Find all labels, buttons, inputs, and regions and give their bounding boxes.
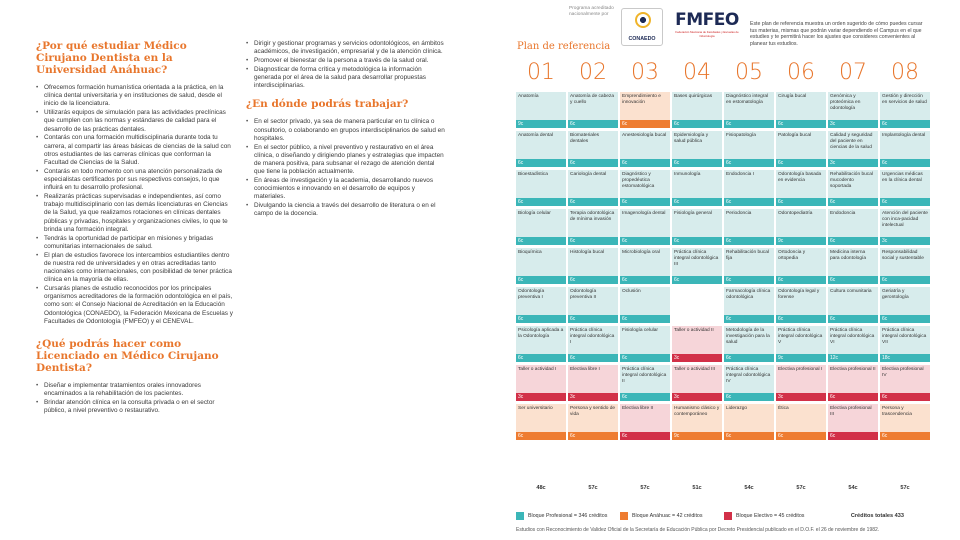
course-credits: 6c <box>568 237 618 245</box>
course-cell <box>672 92 722 128</box>
why-study-item: • Cursarás planes de estudio reconocidos por los principales organismos acreditadores de la formación odontológica en el país, como son: el Consejo Nacional de Acreditación en la Educación Odontológica (CONAEDO), la Federación Mexicana de Escuelas y Facultades de Odontología (FMFEO) y el CENEVAL. <box>36 285 236 326</box>
course-name: Práctica clínica integral odontológica IV <box>724 365 774 393</box>
course-cell <box>568 248 618 284</box>
course-credits: 6c <box>776 315 826 323</box>
course-credits: 6c <box>516 237 566 245</box>
rvoe-footnote: Estudios con Reconocimiento de Validez Oficial de la Secretaría de Educación Pública por Decreto Presidencial publicado en el D.O.F. el 26 de noviembre de 1982. <box>516 527 880 533</box>
semester-total-credits: 57c <box>640 485 650 491</box>
course-cell <box>828 92 878 128</box>
semester-number: 08 <box>891 60 919 85</box>
plan-intro-text: Este plan de referencia muestra un orden sugerido de cómo puedes cursar tus materias, mismas que podrán variar dependiendo el Campus en el que estudies y te permitirá hacer los ajustes que consideres convenientes al planear tus estudios. <box>750 21 923 47</box>
course-name: Biología celular <box>516 209 566 237</box>
course-credits: 3c <box>516 393 566 401</box>
legend-profesional <box>516 512 607 520</box>
what-can-do-item: • Diseñar e implementar tratamientos orales innovadores encaminados a la rehabilitación de los pacientes. <box>36 382 236 398</box>
course-cell <box>672 209 722 245</box>
course-cell <box>776 248 826 284</box>
why-study-item: • Contarás en todo momento con una atención personalizada de especialistas certificados por sus respectivos consejos, lo que influirá en tu desarrollo profesional. <box>36 168 236 193</box>
course-cell <box>724 248 774 284</box>
why-study-item: • El plan de estudios favorece los intercambios estudiantiles dentro de nuestra red de universidades y en otras acreditadas tanto nacionales como internacionales, con posibilidad de tener práctica clínica en la mayoría de ellas. <box>36 252 236 285</box>
course-name: Ética <box>776 404 826 432</box>
course-credits: 6c <box>880 198 930 206</box>
course-cell <box>724 209 774 245</box>
course-name: Ser universitario <box>516 404 566 432</box>
course-credits: 3c <box>672 354 722 362</box>
course-cell <box>672 404 722 440</box>
conaedo-emblem-icon <box>635 12 651 28</box>
course-name: Imagenología dental <box>620 209 670 237</box>
course-credits: 3c <box>828 159 878 167</box>
course-credits: 6c <box>568 198 618 206</box>
course-cell <box>724 92 774 128</box>
course-credits: 18c <box>880 354 930 362</box>
course-cell <box>724 365 774 401</box>
course-cell <box>880 131 930 167</box>
course-name: Genómica y proteómica en odontología <box>828 92 878 120</box>
course-cell <box>880 365 930 401</box>
course-name: Patología bucal <box>776 131 826 159</box>
semester-total-credits: 51c <box>692 485 702 491</box>
course-cell <box>568 170 618 206</box>
course-name: Responsabilidad social y sustentable <box>880 248 930 276</box>
course-credits: 6c <box>516 159 566 167</box>
course-credits: 6c <box>620 354 670 362</box>
course-name: Diagnóstico integral en estomatología <box>724 92 774 120</box>
course-credits: 6c <box>724 198 774 206</box>
conaedo-logo <box>621 8 663 46</box>
course-name: Práctica clínica integral odontológica III <box>672 248 722 276</box>
why-study-item: • Tendrás la oportunidad de participar en misiones y brigadas comunitarias internacionales de salud. <box>36 235 236 251</box>
course-name: Anatomía dental <box>516 131 566 159</box>
course-cell <box>620 131 670 167</box>
course-cell <box>568 326 618 362</box>
orange-swatch <box>620 512 628 520</box>
course-cell <box>620 404 670 440</box>
course-credits: 3c <box>828 120 878 128</box>
total-credits: Créditos totales 433 <box>850 513 904 519</box>
course-name: Taller o actividad II <box>672 326 722 354</box>
course-cell <box>568 92 618 128</box>
course-name: Farmacología clínica odontológica <box>724 287 774 315</box>
course-credits: 3c <box>880 237 930 245</box>
semester-number: 07 <box>839 60 867 85</box>
course-credits: 6c <box>724 159 774 167</box>
course-credits: 6c <box>568 432 618 440</box>
plan-title: Plan de referencia <box>517 41 611 52</box>
course-credits: 6c <box>620 393 670 401</box>
course-credits: 6c <box>828 198 878 206</box>
what-can-do-item: • Diagnosticar de forma crítica y metodológica la información generada por el área de la salud para desarrollar propuestas interdisciplinarias. <box>246 66 446 91</box>
course-name: Geriatría y gerontología <box>880 287 930 315</box>
course-credits: 6c <box>568 276 618 284</box>
course-credits: 3c <box>568 393 618 401</box>
course-cell <box>828 287 878 323</box>
course-name: Terapia odontológica de mínima invasión <box>568 209 618 237</box>
course-name: Urgencias médicas en la clínica dental <box>880 170 930 198</box>
course-credits: 6c <box>516 276 566 284</box>
why-study-item: • Realizarás prácticas supervisadas e independientes, así como trabajo multidisciplinario con las demás licenciaturas en Ciencias de la Salud, ya que realizamos rotaciones en clínicas dentales públicas y privadas, hospitales y organizaciones civiles, lo que te brinda una formación integral. <box>36 193 236 234</box>
where-work-item: • En el sector privado, ya sea de manera particular en tu clínica o consultorio, o colaborando en grupos interdisciplinarios de salud en hospitales. <box>246 118 446 143</box>
course-cell <box>672 248 722 284</box>
course-credits: 6c <box>568 354 618 362</box>
course-credits: 9c <box>776 237 826 245</box>
course-name: Histología bucal <box>568 248 618 276</box>
course-name: Rehabilitación bucal mucodento soportada <box>828 170 878 198</box>
why-study-item: • Ofrecemos formación humanística orientada a la práctica, en la clínica dental universitaria y en instituciones de salud, desde el inicio de la licenciatura. <box>36 84 236 109</box>
course-cell <box>516 170 566 206</box>
why-study-list <box>36 84 236 326</box>
course-cell <box>568 131 618 167</box>
course-cell <box>516 92 566 128</box>
course-name: Gestión y dirección en servicios de salud <box>880 92 930 120</box>
course-credits: 9c <box>516 120 566 128</box>
course-name: Cirugía bucal <box>776 92 826 120</box>
course-cell <box>620 365 670 401</box>
legend-electivo-label: Bloque Electivo = 45 créditos <box>736 513 805 519</box>
course-credits: 6c <box>880 276 930 284</box>
course-name: Anatomía de cabeza y cuello <box>568 92 618 120</box>
course-cell <box>776 170 826 206</box>
course-cell <box>516 326 566 362</box>
course-credits: 6c <box>880 159 930 167</box>
course-cell <box>776 287 826 323</box>
what-can-do-item: • Dirigir y gestionar programas y servicios odontológicos, en ámbitos académicos, de investigación, empresarial y de la atención clínica. <box>246 40 446 56</box>
course-name: Fisiología general <box>672 209 722 237</box>
course-cell <box>776 92 826 128</box>
course-credits: 6c <box>568 315 618 323</box>
course-credits: 6c <box>672 237 722 245</box>
course-credits: 6c <box>724 354 774 362</box>
legend-profesional-label: Bloque Profesional = 346 créditos <box>528 513 608 519</box>
why-study-item: • Contarás con una formación multidisciplinaria durante toda tu carrera, al compartir las áreas básicas de ciencias de la salud con otros estudiantes de las carreras clínicas que conforman la Facultad de Ciencias de la Salud. <box>36 134 236 167</box>
course-cell <box>516 131 566 167</box>
semester-number: 01 <box>527 60 555 85</box>
course-cell <box>568 404 618 440</box>
course-name: Atención del paciente con inca-pacidad intelectual <box>880 209 930 237</box>
left-column <box>36 40 236 416</box>
course-cell <box>776 209 826 245</box>
course-cell <box>828 365 878 401</box>
course-name: Oclusión <box>620 287 670 315</box>
course-credits: 6c <box>620 432 670 440</box>
course-credits: 9c <box>776 354 826 362</box>
course-name: Electiva profesional III <box>828 404 878 432</box>
course-cell <box>516 365 566 401</box>
semester-number: 06 <box>787 60 815 85</box>
course-credits: 6c <box>880 315 930 323</box>
course-cell <box>516 404 566 440</box>
course-cell <box>828 404 878 440</box>
course-name: Bioquímica <box>516 248 566 276</box>
course-name: Psicología aplicada a la Odontología <box>516 326 566 354</box>
course-cell <box>880 248 930 284</box>
course-credits: 3c <box>776 393 826 401</box>
course-name: Liderazgo <box>724 404 774 432</box>
course-credits: 6c <box>672 120 722 128</box>
course-cell <box>516 248 566 284</box>
fmfeo-logo <box>671 10 743 46</box>
course-cell <box>724 326 774 362</box>
course-cell <box>724 287 774 323</box>
where-work-heading: ¿En dónde podrás trabajar? <box>246 98 409 111</box>
course-credits: 6c <box>672 198 722 206</box>
semester-number: 02 <box>579 60 607 85</box>
course-cell <box>880 287 930 323</box>
course-credits: 6c <box>620 159 670 167</box>
course-credits: 6c <box>724 432 774 440</box>
course-credits: 6c <box>620 237 670 245</box>
course-cell <box>880 404 930 440</box>
course-cell <box>620 248 670 284</box>
course-credits: 6c <box>776 120 826 128</box>
course-credits: 6c <box>724 276 774 284</box>
course-name: Endodoncia I <box>724 170 774 198</box>
course-name: Anestesiología bucal <box>620 131 670 159</box>
course-name: Electiva profesional I <box>776 365 826 393</box>
course-cell <box>620 170 670 206</box>
legend-anahuac-label: Bloque Anáhuac = 42 créditos <box>632 513 703 519</box>
semester-number: 05 <box>735 60 763 85</box>
semester-number: 03 <box>631 60 659 85</box>
course-name: Epidemiología y salud pública <box>672 131 722 159</box>
course-cell <box>568 365 618 401</box>
middle-column <box>246 40 446 219</box>
course-name: Práctica clínica integral odontológica II <box>620 365 670 393</box>
course-name: Humanismo clásico y contemporáneo <box>672 404 722 432</box>
course-name: Persona y sentido de vida <box>568 404 618 432</box>
course-name: Electiva profesional II <box>828 365 878 393</box>
course-credits: 6c <box>620 198 670 206</box>
course-name: Odontología basada en evidencia <box>776 170 826 198</box>
course-name: Práctica clínica integral odontológica V <box>776 326 826 354</box>
course-cell <box>828 170 878 206</box>
course-credits: 6c <box>828 432 878 440</box>
course-name: Práctica clínica integral odontológica VI <box>828 326 878 354</box>
course-cell <box>568 287 618 323</box>
where-work-item: • En el sector público, a nivel preventivo y restaurativo en el área clínica, o diseñando y dirigiendo planes y estrategias que impacten de manera positiva, para subsanar el rezago de atención dental que tiene la población actualmente. <box>246 144 446 177</box>
course-credits: 6c <box>776 432 826 440</box>
course-cell <box>620 92 670 128</box>
course-name: Inmunología <box>672 170 722 198</box>
course-cell <box>620 326 670 362</box>
semester-total-credits: 57c <box>900 485 910 491</box>
course-credits: 6c <box>568 159 618 167</box>
credits-legend <box>516 512 924 522</box>
course-credits: 6c <box>724 315 774 323</box>
course-cell <box>776 365 826 401</box>
course-name: Odontología preventiva II <box>568 287 618 315</box>
course-name: Periodoncia <box>724 209 774 237</box>
where-work-list <box>246 118 446 218</box>
course-credits: 6c <box>776 159 826 167</box>
course-cell <box>776 131 826 167</box>
course-name: Ortodoncia y ortopedia <box>776 248 826 276</box>
course-cell <box>672 326 722 362</box>
semester-total-credits: 48c <box>536 485 546 491</box>
course-credits: 6c <box>776 276 826 284</box>
why-study-item: • Utilizarás equipos de simulación para las actividades preclínicas que cumplen con las normas y estándares de calidad para el desarrollo de las prácticas dentales. <box>36 109 236 134</box>
fmfeo-label: FMFEO <box>675 10 739 30</box>
course-name: Rehabilitación bucal fija <box>724 248 774 276</box>
course-name: Electiva profesional IV <box>880 365 930 393</box>
red-swatch <box>724 512 732 520</box>
where-work-item: • Divulgando la ciencia a través del desarrollo de literatura o en el campo de la docencia. <box>246 202 446 218</box>
course-name: Bioestadística <box>516 170 566 198</box>
course-name: Emprendimiento e innovación <box>620 92 670 120</box>
course-cell <box>880 326 930 362</box>
course-cell <box>516 287 566 323</box>
what-can-do-heading: ¿Qué podrás hacer como Licenciado en Médico Cirujano Dentista? <box>36 338 219 375</box>
course-cell <box>880 170 930 206</box>
course-credits: 6c <box>724 237 774 245</box>
course-cell <box>620 209 670 245</box>
what-can-do-list-continued <box>246 40 446 90</box>
course-name: Electiva libre I <box>568 365 618 393</box>
course-name: Odontología preventiva I <box>516 287 566 315</box>
course-cell <box>828 209 878 245</box>
course-cell <box>672 170 722 206</box>
course-credits: 6c <box>620 276 670 284</box>
course-credits: 6c <box>568 120 618 128</box>
course-credits: 6c <box>724 120 774 128</box>
course-name: Práctica clínica integral odontológica VII <box>880 326 930 354</box>
course-name: Odontopediatría <box>776 209 826 237</box>
course-name: Bases quirúrgicas <box>672 92 722 120</box>
course-credits: 6c <box>516 432 566 440</box>
course-credits: 6c <box>516 315 566 323</box>
course-name: Taller o actividad I <box>516 365 566 393</box>
semester-total-credits: 54c <box>744 485 754 491</box>
course-credits: 6c <box>828 276 878 284</box>
course-cell <box>880 92 930 128</box>
course-cell <box>620 287 670 323</box>
legend-anahuac <box>620 512 703 520</box>
course-name: Práctica clínica integral odontológica I <box>568 326 618 354</box>
course-cell <box>724 170 774 206</box>
course-credits: 6c <box>620 120 670 128</box>
semester-total-credits: 54c <box>848 485 858 491</box>
course-cell <box>516 209 566 245</box>
conaedo-label: CONAEDO <box>628 36 656 42</box>
course-credits: 6c <box>516 354 566 362</box>
course-credits: 6c <box>828 237 878 245</box>
course-cell <box>828 326 878 362</box>
course-cell <box>776 326 826 362</box>
semester-total-credits: 57c <box>588 485 598 491</box>
fmfeo-subtitle: Federación Mexicana de Facultades y Escuelas de Odontología <box>675 30 739 38</box>
course-name: Cultura comunitaria <box>828 287 878 315</box>
what-can-do-item: • Brindar atención clínica en la consulta privada o en el sector público, a nivel preventivo o restaurativo. <box>36 399 236 415</box>
course-cell <box>568 209 618 245</box>
course-name: Fisiología celular <box>620 326 670 354</box>
course-cell <box>672 131 722 167</box>
course-name: Biomateriales dentales <box>568 131 618 159</box>
course-name: Odontología legal y forense <box>776 287 826 315</box>
course-name: Cariología dental <box>568 170 618 198</box>
course-name: Electiva libre II <box>620 404 670 432</box>
course-name: Medicina interna para odontología <box>828 248 878 276</box>
course-cell <box>672 365 722 401</box>
course-credits: 6c <box>828 393 878 401</box>
why-study-heading: ¿Por qué estudiar Médico Cirujano Dentista en la Universidad Anáhuac? <box>36 40 187 76</box>
course-name: Fisiopatología <box>724 131 774 159</box>
course-name: Endodoncia <box>828 209 878 237</box>
course-name: Diagnóstico y propedéutica estomatológica <box>620 170 670 198</box>
course-credits: 6c <box>776 198 826 206</box>
course-credits: 6c <box>724 393 774 401</box>
course-name: Persona y trascendencia <box>880 404 930 432</box>
what-can-do-list <box>36 382 236 415</box>
course-cell <box>828 131 878 167</box>
course-name: Calidad y seguridad del paciente en ciencias de la salud <box>828 131 878 159</box>
plan-grid <box>516 58 928 528</box>
course-cell <box>776 404 826 440</box>
course-credits: 6c <box>828 315 878 323</box>
course-cell <box>828 248 878 284</box>
course-credits: 12c <box>828 354 878 362</box>
course-credits: 3c <box>672 393 722 401</box>
where-work-item: • En áreas de investigación y la academia, desarrollando nuevos conocimientos e innovando en el desarrollo de equipos y materiales. <box>246 177 446 202</box>
course-name: Anatomía <box>516 92 566 120</box>
course-credits: 6c <box>880 432 930 440</box>
course-name: Implantología dental <box>880 131 930 159</box>
legend-electivo <box>724 512 804 520</box>
course-credits: 6c <box>672 159 722 167</box>
semester-number: 04 <box>683 60 711 85</box>
course-credits: 6c <box>516 198 566 206</box>
course-credits: 6c <box>880 120 930 128</box>
teal-swatch <box>516 512 524 520</box>
accreditation-caption: Programa acreditado nacionalmente por <box>569 6 614 17</box>
course-cell <box>724 131 774 167</box>
course-cell <box>880 209 930 245</box>
course-credits: 9c <box>672 432 722 440</box>
course-credits: 6c <box>672 276 722 284</box>
course-name: Microbiología oral <box>620 248 670 276</box>
semester-total-credits: 57c <box>796 485 806 491</box>
what-can-do-item: • Promover el bienestar de la persona a través de la salud oral. <box>246 57 446 65</box>
course-name: Taller o actividad III <box>672 365 722 393</box>
course-credits: 6c <box>880 393 930 401</box>
course-cell <box>724 404 774 440</box>
course-credits: 6c <box>620 315 670 323</box>
course-name: Metodología de la investigación para la salud <box>724 326 774 354</box>
